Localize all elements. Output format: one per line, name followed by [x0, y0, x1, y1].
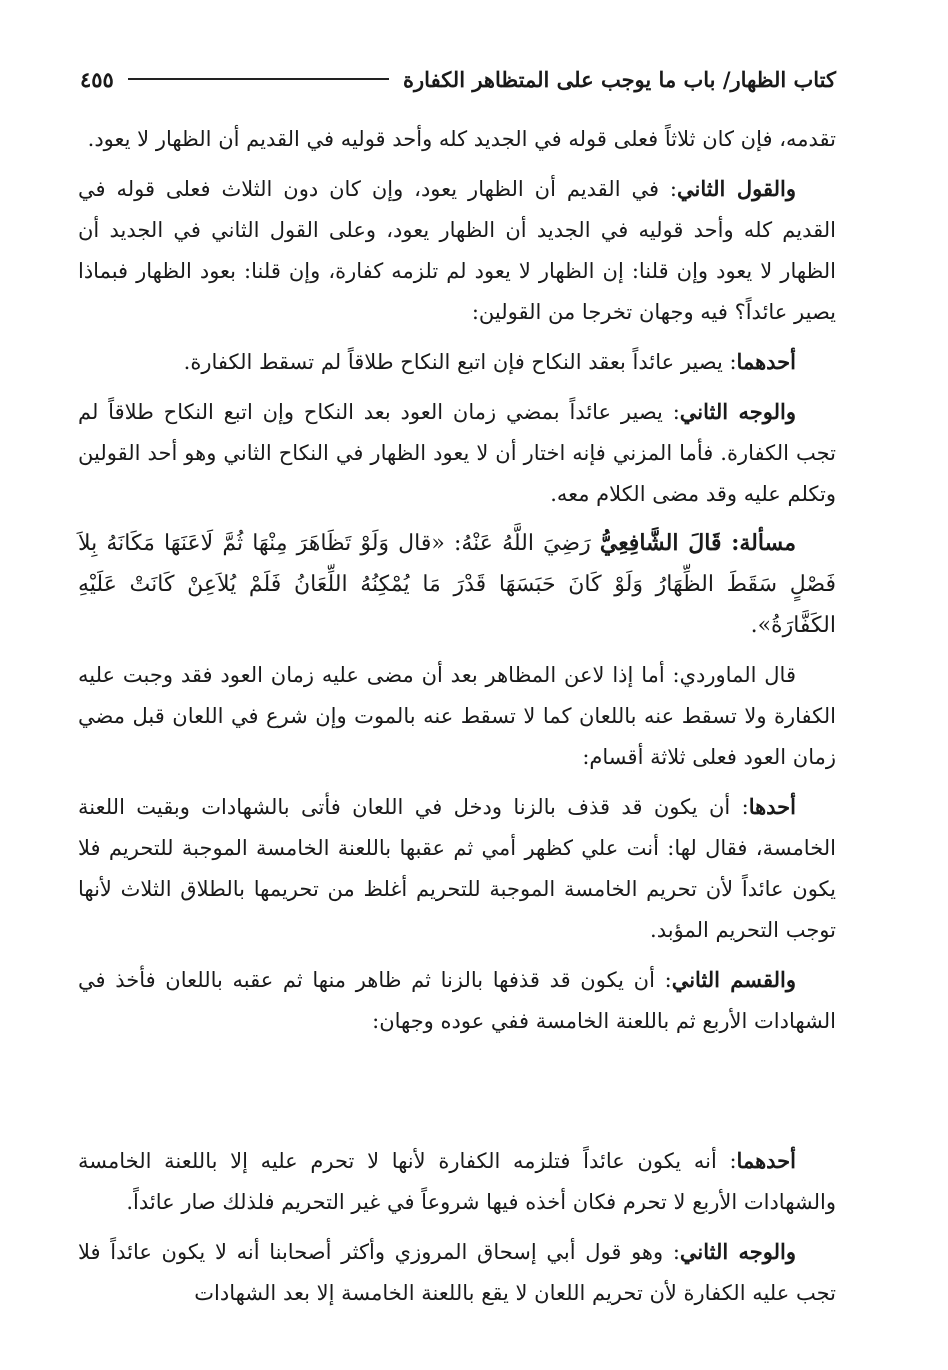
paragraph-lead: أحدهما [736, 349, 796, 374]
paragraph [78, 786, 836, 951]
paragraph-lead: والوجه الثاني [679, 399, 796, 424]
paragraph [78, 1140, 836, 1223]
paragraph-text: : يصير عائداً بعقد النكاح فإن اتبع النكاح طلاقاً لم تسقط الكفارة. [183, 350, 737, 374]
masala-paragraph [78, 523, 836, 646]
paragraph-text: : أن يكون قد قذفها بالزنا ثم ظاهر منها ثم عقبه باللعان فأخذ في الشهادات الأربع ثم باللعنة الخامسة ففي عوده وجهان: [78, 968, 836, 1033]
paragraph-lead: أحدها [748, 794, 796, 819]
paragraph [78, 168, 836, 333]
running-header [80, 62, 836, 96]
paragraph-text: : أنه يكون عائداً فتلزمه الكفارة لأنها لا تحرم عليه إلا باللعنة الخامسة والشهادات الأربع لا تحرم فكان أخذه فيها شروعاً في غير التحريم فلذلك صار عائداً. [78, 1149, 836, 1214]
paragraph-text: قال الماوردي: أما إذا لاعن المظاهر بعد أن مضى عليه زمان العود فقد وجبت عليه الكفارة ولا تسقط عنه باللعان كما لا تسقط عنه بالموت وإن شرع في اللعان قبل مضي زمان العود فعلى ثلاثة أقسام: [78, 663, 836, 769]
page-number: ٤٥٥ [80, 66, 114, 92]
paragraph-lead: مسألة: قَالَ الشَّافِعِيُّ [599, 530, 796, 556]
paragraph-text: : أن يكون قد قذف بالزنا ودخل في اللعان فأتى بالشهادات وبقيت اللعنة الخامسة، فقال لها: أنت علي كظهر أمي ثم عقبها باللعنة الخامسة الموجبة للتحريم فلا يكون عائداً لأن تحريم الخامسة الموجبة للتحريم أغلظ من تحريمها بالطلاق الثلاث لأنها توجب التحريم المؤبد. [78, 795, 836, 942]
paragraph [78, 341, 836, 383]
header-rule [128, 78, 389, 80]
chapter-title: كتاب الظهار/ باب ما يوجب على المتظاهر الكفارة [403, 66, 836, 92]
paragraph [78, 1231, 836, 1314]
paragraph-lead: والقسم الثاني [671, 967, 797, 992]
paragraph-text: تقدمه، فإن كان ثلاثاً فعلى قوله في الجديد كله وأحد قوليه في القديم أن الظهار لا يعود. [87, 127, 836, 151]
paragraph [78, 654, 836, 778]
paragraph-text: رَضِيَ اللَّهُ عَنْهُ: «قال وَلَوْ تَظَاهَرَ مِنْهَا ثُمَّ لَاعَنَهَا مَكَانَهُ بِلاَ فَصْلٍ سَقَطَ الظِّهَارُ وَلَوْ كَانَ حَبَسَهَا قَدْرَ مَا يُمْكِنُهُ اللِّعَانُ فَلَمْ يُلاَعِنْ كَانَتْ عَلَيْهِ الكَفَّارَةُ». [78, 531, 836, 638]
paragraph-text: : وهو قول أبي إسحاق المروزي وأكثر أصحابنا أنه لا يكون عائداً فلا تجب عليه الكفارة لأن تحريم اللعان لا يقع باللعنة الخامسة إلا بعد الشهادات [78, 1240, 836, 1305]
page-body [78, 118, 836, 1322]
paragraph [78, 118, 836, 160]
paragraph [78, 391, 836, 515]
paragraph [78, 959, 836, 1042]
paragraph-lead: والقول الثاني [677, 176, 796, 201]
paragraph-text: : في القديم أن الظهار يعود، وإن كان دون الثلاث فعلى قوله في القديم كله وأحد قوليه في الجديد أن الظهار يعود، وعلى القول الثاني في الجديد أن الظهار لا يعود وإن قلنا: إن الظهار لا يعود لم تلزمه كفارة، وإن قلنا: بعود الظهار فبماذا يصير عائداً؟ فيه وجهان تخرجا من القولين: [78, 177, 836, 324]
paragraph-text: : يصير عائداً بمضي زمان العود بعد النكاح وإن اتبع النكاح طلاقاً لم تجب الكفارة. فأما المزني فإنه اختار أن لا يعود الظهار في النكاح الثاني وهو أحد القولين وتكلم عليه وقد مضى الكلام معه. [78, 400, 836, 506]
blank-gap [78, 1050, 836, 1140]
paragraph-lead: والوجه الثاني [679, 1239, 797, 1264]
paragraph-lead: أحدهما [736, 1148, 796, 1173]
